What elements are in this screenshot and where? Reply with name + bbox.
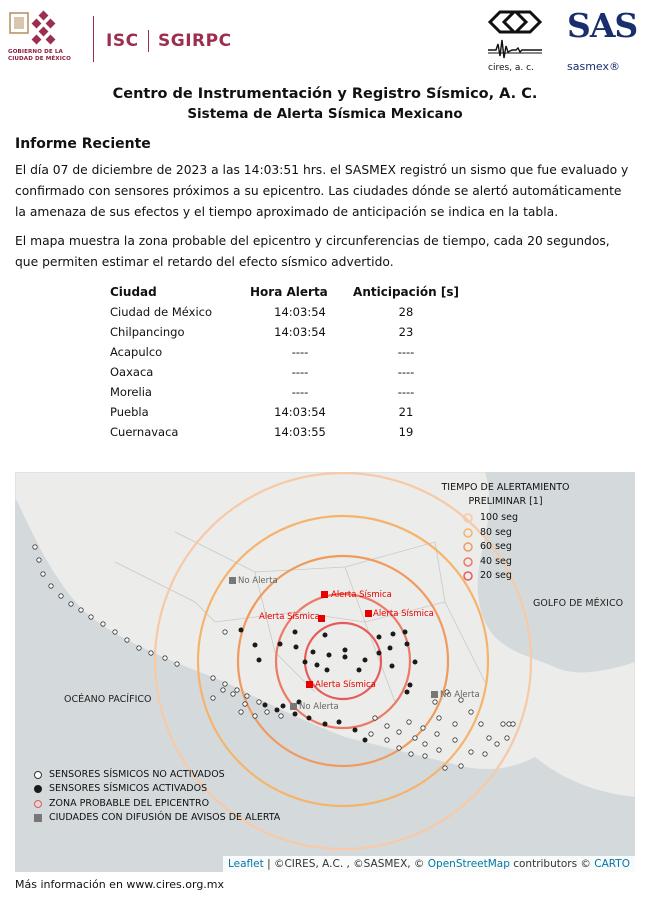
alert-square	[365, 610, 372, 617]
no-alert-square	[290, 703, 297, 710]
filled-circle-icon	[34, 785, 42, 793]
anticipation-cell: ----	[397, 345, 415, 359]
report-heading: Informe Reciente	[15, 136, 151, 152]
gob-line2: CIUDAD DE MÉXICO	[8, 55, 71, 62]
sgirpc-logo-text: SGIRPC	[158, 31, 232, 51]
alert-square	[306, 681, 313, 688]
city-cell: Oaxaca	[110, 365, 154, 379]
leaflet-link[interactable]: Leaflet	[227, 858, 264, 870]
city-cell: Acapulco	[110, 345, 163, 359]
city-cell: Chilpancingo	[110, 325, 185, 339]
table-row	[110, 362, 462, 382]
red-circle-icon	[34, 800, 42, 808]
legend-cities-label: CIUDADES CON DIFUSIÓN DE AVISOS DE ALERTA	[49, 812, 281, 823]
anticipation-cell: ----	[397, 365, 415, 379]
alert-time-cell: 14:03:54	[274, 305, 326, 319]
header	[0, 0, 650, 80]
pacific-ocean-label: OCÉANO PACÍFICO	[64, 694, 152, 705]
gray-square-icon	[34, 814, 42, 822]
gulf-of-mexico-label: GOLFO DE MÉXICO	[533, 598, 624, 609]
table-row	[110, 422, 462, 442]
carto-link[interactable]: CARTO	[594, 858, 630, 870]
city-cell: Ciudad de México	[110, 305, 213, 319]
ring-legend-60: 60 seg	[480, 541, 512, 552]
alert-label: Alerta Sísmica	[373, 609, 434, 619]
alert-time-cell: 14:03:54	[274, 405, 326, 419]
no-alert-square	[229, 577, 236, 584]
no-alert-square	[431, 691, 438, 698]
anticipation-cell: ----	[397, 385, 415, 399]
cires-label: cires, a. c.	[488, 63, 534, 73]
attribution-contributors: contributors ©	[509, 858, 595, 870]
anticipation-cell: 23	[398, 325, 414, 339]
isc-logo-text: ISC	[106, 31, 139, 51]
report-paragraph-1: El día 07 de diciembre de 2023 a las 14:03:51 hrs. el SASMEX registró un sismo que fue evaluado y confirmado con sensores próximos a su epicentro. Las ciudades dónde se alertó automáticamente la amenaza de sus efectos y el tiempo aproximado de anticipación se indica en la tabla.	[15, 163, 629, 219]
alert-time-cell: ----	[291, 345, 309, 359]
ring-legend-title-line1: TIEMPO DE ALERTAMIENTO	[441, 482, 570, 493]
anticipation-cell: 21	[398, 405, 414, 419]
sas-logo-text: SAS	[567, 6, 638, 45]
alert-time-cell: 14:03:55	[274, 425, 326, 439]
no-alert-label: No Alerta	[299, 702, 339, 712]
legend-epicenter-zone	[34, 798, 209, 809]
ring-legend-40: 40 seg	[480, 556, 512, 567]
hollow-circle-icon	[34, 771, 42, 779]
header-divider	[93, 16, 94, 62]
sasmex-label: sasmex®	[567, 60, 621, 73]
alert-square	[321, 591, 328, 598]
system-title: Sistema de Alerta Sísmica Mexicano	[187, 106, 463, 122]
column-header-anticipation: Anticipación [s]	[353, 285, 459, 299]
header-divider-2	[148, 30, 149, 52]
alert-label: Alerta Sísmica	[331, 590, 392, 600]
column-header-city: Ciudad	[110, 285, 157, 299]
ring-legend-80: 80 seg	[480, 527, 512, 538]
institution-title: Centro de Instrumentación y Registro Sísmico, A. C.	[112, 86, 538, 102]
legend-active-sensors	[34, 783, 207, 794]
no-alert-label: No Alerta	[238, 576, 278, 586]
anticipation-cell: 28	[398, 305, 414, 319]
city-cell: Cuernavaca	[110, 425, 179, 439]
openstreetmap-link[interactable]: OpenStreetMap	[427, 858, 510, 870]
ring-legend-20: 20 seg	[480, 570, 512, 581]
ring-legend-100: 100 seg	[480, 512, 518, 523]
report-paragraph-2: El mapa muestra la zona probable del epicentro y circunferencias de tiempo, cada 20 segundos, que permiten estimar el retardo del efecto sísmico advertido.	[15, 234, 610, 269]
table-row	[110, 402, 462, 422]
legend-inactive-sensors	[34, 769, 225, 780]
alert-time-cell: ----	[291, 385, 309, 399]
ring-legend-title-line2: PRELIMINAR [1]	[468, 496, 543, 507]
gobierno-text	[8, 49, 71, 62]
alert-label: Alerta Sísmica	[315, 680, 376, 690]
table-row	[110, 302, 462, 322]
alert-table	[110, 282, 462, 442]
column-header-alert-time: Hora Alerta	[250, 285, 328, 299]
city-cell: Morelia	[110, 385, 152, 399]
table-row	[110, 322, 462, 342]
city-cell: Puebla	[110, 405, 149, 419]
legend-inactive-label: SENSORES SÍSMICOS NO ACTIVADOS	[49, 769, 225, 780]
attribution-text: | ©CIRES, A.C. , ©SASMEX, ©	[263, 858, 428, 870]
legend-alert-cities	[34, 812, 280, 823]
alert-map[interactable]	[15, 472, 635, 872]
table-header-row	[110, 282, 462, 302]
alert-time-cell: ----	[291, 365, 309, 379]
alert-time-cell: 14:03:54	[274, 325, 326, 339]
legend-epicenter-label: ZONA PROBABLE DEL EPICENTRO	[49, 798, 210, 809]
gob-line1: GOBIERNO DE LA	[8, 49, 63, 55]
map-attribution	[223, 856, 635, 872]
table-row	[110, 382, 462, 402]
no-alert-label: No Alerta	[440, 690, 480, 700]
legend-active-label: SENSORES SÍSMICOS ACTIVADOS	[49, 783, 208, 794]
footer-more-info: Más información en www.cires.org.mx	[15, 878, 225, 891]
anticipation-cell: 19	[398, 425, 414, 439]
table-row	[110, 342, 462, 362]
ring-legend-title	[423, 481, 588, 509]
alert-label: Alerta Sísmica	[259, 612, 320, 622]
cires-logo	[486, 10, 544, 62]
